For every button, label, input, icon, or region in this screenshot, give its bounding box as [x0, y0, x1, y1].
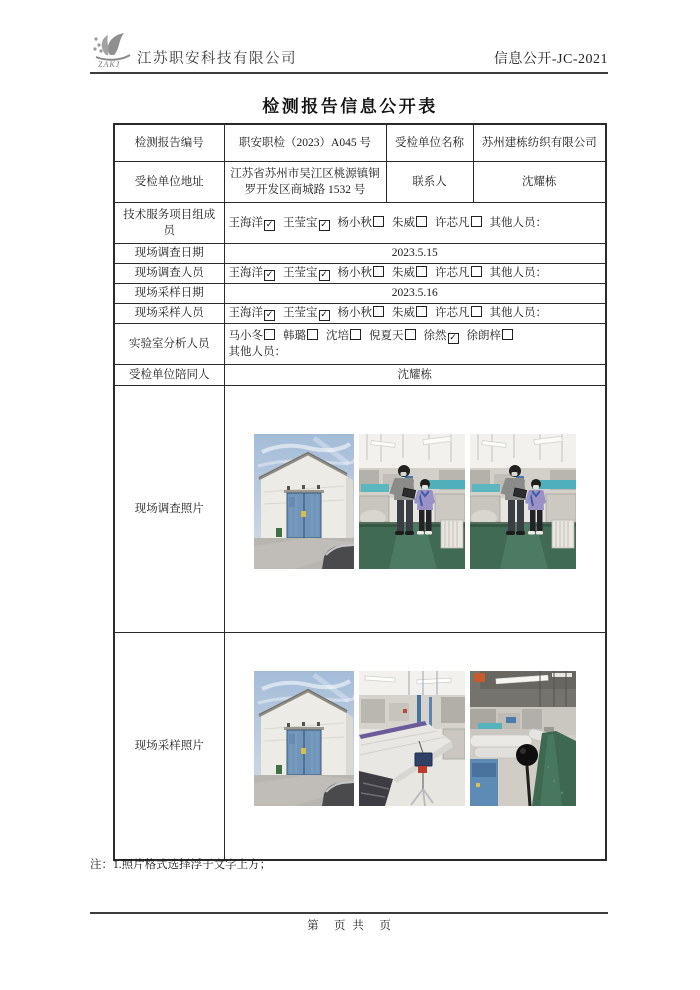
checkbox-unchecked-icon — [416, 306, 427, 317]
survey-photos-cell — [224, 386, 606, 633]
logo-text: ZAKJ — [98, 60, 121, 69]
checkbox-unchecked-icon — [373, 216, 384, 227]
table-row — [114, 365, 606, 386]
survey-team-label: 现场调查人员 — [114, 264, 224, 284]
personnel-option — [424, 330, 459, 342]
table-row — [114, 633, 606, 861]
photo-survey-workers-2 — [470, 434, 576, 569]
photo-factory-exterior-2 — [254, 671, 354, 806]
checkbox-checked-icon: ✓ — [265, 270, 274, 281]
checkbox-checked-icon: ✓ — [265, 219, 274, 230]
sampling-date-value: 2023.5.16 — [224, 284, 606, 304]
survey-date-value: 2023.5.15 — [224, 244, 606, 264]
personnel-option — [435, 217, 482, 229]
sampling-photos-group — [229, 671, 602, 806]
table-row — [114, 324, 606, 365]
footnote: 注：1.照片格式选择浮于文字上方； — [90, 859, 272, 871]
personnel-option — [338, 217, 385, 229]
table-row — [114, 124, 606, 162]
personnel-name: 沈培 — [326, 329, 349, 342]
survey-photos-label: 现场调查照片 — [114, 386, 224, 633]
personnel-option — [435, 267, 482, 279]
personnel-name: 杨小秋 — [337, 216, 372, 229]
checkbox-unchecked-icon — [373, 266, 384, 277]
personnel-name: 许芯凡 — [435, 267, 470, 280]
personnel-name: 朱威 — [392, 216, 415, 229]
personnel-name: 徐然 — [423, 329, 447, 342]
sampling-date-label: 现场采样日期 — [114, 284, 224, 304]
sampling-photos-cell — [224, 633, 606, 861]
personnel-option — [435, 307, 482, 319]
escort-label: 受检单位陪同人 — [114, 365, 224, 386]
sampling-team-value — [224, 304, 606, 324]
checkbox-checked-icon: ✓ — [320, 219, 328, 230]
personnel-option — [229, 267, 276, 279]
personnel-option — [283, 217, 330, 229]
checkbox-unchecked-icon — [416, 216, 427, 227]
personnel-name: 朱威 — [392, 267, 415, 280]
document-code: 信息公开-JC-2021 — [493, 52, 608, 67]
company-brand — [90, 28, 297, 70]
personnel-option — [338, 267, 385, 279]
photo-factory-exterior — [254, 434, 354, 569]
checkbox-unchecked-icon — [471, 306, 482, 317]
checkbox-unchecked-icon — [350, 329, 361, 340]
personnel-name: 徐朗梓 — [466, 329, 501, 342]
personnel-option — [326, 330, 361, 342]
checkbox-unchecked-icon — [405, 329, 416, 340]
table-row — [114, 284, 606, 304]
report-no-value: 职安职检（2023）A045 号 — [224, 124, 386, 162]
other-personnel-label: 其他人员： — [489, 216, 547, 229]
personnel-option — [338, 307, 385, 319]
personnel-option — [369, 330, 416, 342]
personnel-option — [283, 330, 318, 342]
report-info-table — [113, 123, 607, 861]
checkbox-unchecked-icon — [264, 329, 275, 340]
checkbox-unchecked-icon — [373, 306, 384, 317]
photo-loom-sampling-device — [359, 671, 465, 806]
survey-date-label: 现场调查日期 — [114, 244, 224, 264]
personnel-name: 许芯凡 — [435, 216, 470, 229]
personnel-name: 许芯凡 — [435, 307, 470, 320]
client-address-label: 受检单位地址 — [114, 162, 224, 203]
checkbox-unchecked-icon — [416, 266, 427, 277]
checkbox-checked-icon: ✓ — [449, 332, 457, 343]
company-name: 江苏职安科技有限公司 — [137, 51, 297, 67]
other-personnel-label: 其他人员： — [228, 346, 286, 358]
personnel-name: 倪夏天 — [369, 329, 404, 342]
personnel-name: 王莹宝 — [283, 267, 318, 280]
personnel-option — [229, 307, 276, 319]
table-row — [114, 162, 606, 203]
other-personnel-label: 其他人员： — [489, 307, 547, 320]
survey-team-value — [224, 264, 606, 284]
personnel-name: 朱威 — [392, 307, 415, 320]
sampling-photos-label: 现场采样照片 — [114, 633, 224, 861]
table-row — [114, 244, 606, 264]
personnel-name: 王莹宝 — [283, 216, 318, 229]
personnel-name: 王莹宝 — [283, 307, 318, 320]
page-header — [90, 28, 608, 74]
sampling-team-label: 现场采样人员 — [114, 304, 224, 324]
client-name-label: 受检单位名称 — [386, 124, 473, 162]
contact-label: 联系人 — [386, 162, 473, 203]
personnel-option — [229, 217, 276, 229]
report-no-label: 检测报告编号 — [114, 124, 224, 162]
checkbox-checked-icon: ✓ — [265, 310, 274, 321]
contact-value: 沈耀栋 — [473, 162, 606, 203]
personnel-name: 杨小秋 — [337, 307, 372, 320]
page-title: 检测报告信息公开表 — [262, 97, 438, 116]
checkbox-unchecked-icon — [471, 266, 482, 277]
photo-noise-meter-aisle — [470, 671, 576, 806]
personnel-name: 杨小秋 — [337, 267, 372, 280]
personnel-option — [392, 307, 427, 319]
escort-value: 沈耀栋 — [224, 365, 606, 386]
checkbox-checked-icon: ✓ — [320, 270, 328, 281]
lab-analysts-value — [224, 324, 606, 365]
company-logo-icon — [90, 28, 136, 70]
table-row — [114, 203, 606, 244]
personnel-option — [229, 330, 276, 342]
personnel-option — [283, 307, 330, 319]
personnel-option — [467, 330, 514, 342]
tech-team-value — [224, 203, 606, 244]
other-personnel-label: 其他人员： — [489, 267, 547, 280]
checkbox-unchecked-icon — [307, 329, 318, 340]
table-row — [114, 386, 606, 633]
personnel-name: 王海洋 — [228, 216, 263, 229]
personnel-name: 王海洋 — [228, 267, 263, 280]
survey-photos-group — [229, 434, 602, 569]
personnel-option — [392, 267, 427, 279]
table-row — [114, 304, 606, 324]
checkbox-unchecked-icon — [502, 329, 513, 340]
client-name-value: 苏州建栋纺织有限公司 — [473, 124, 606, 162]
client-address-value: 江苏省苏州市吴江区桃源镇铜罗开发区商城路 1532 号 — [224, 162, 386, 203]
personnel-option — [392, 217, 427, 229]
table-row — [114, 264, 606, 284]
personnel-option — [283, 267, 330, 279]
checkbox-unchecked-icon — [471, 216, 482, 227]
personnel-name: 韩璐 — [283, 329, 306, 342]
photo-survey-workers — [359, 434, 465, 569]
page-number-text: 第 页 共 页 — [307, 920, 393, 932]
footer-divider — [90, 912, 608, 914]
personnel-name: 王海洋 — [228, 307, 263, 320]
tech-team-label: 技术服务项目组成员 — [114, 203, 224, 244]
checkbox-checked-icon: ✓ — [320, 310, 328, 321]
personnel-name: 马小冬 — [228, 329, 263, 342]
lab-analysts-label: 实验室分析人员 — [114, 324, 224, 365]
